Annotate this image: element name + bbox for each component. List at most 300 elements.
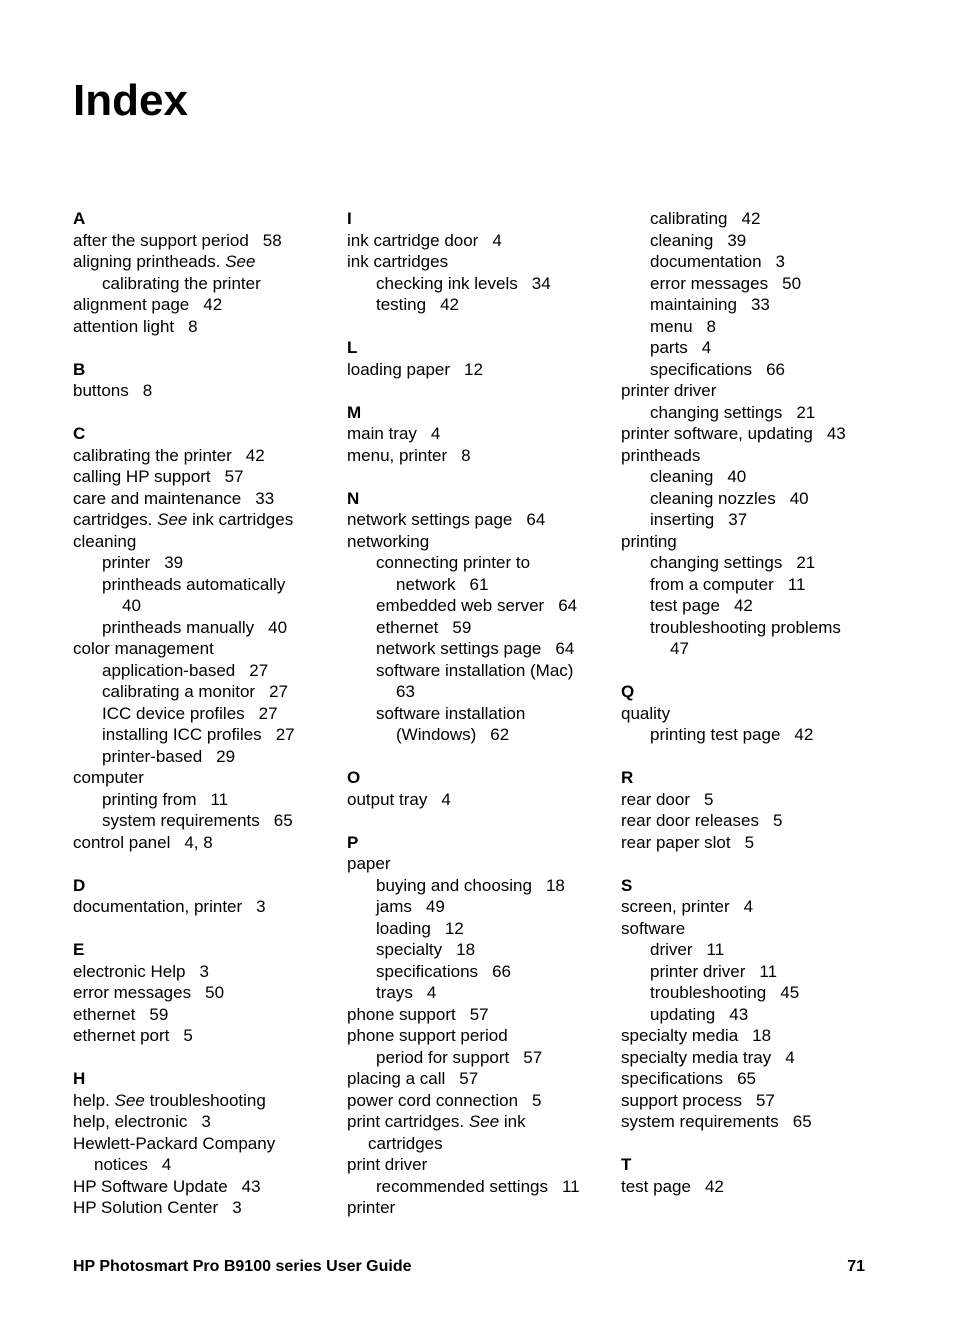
page-reference: 27 — [275, 725, 295, 744]
index-entry — [347, 896, 607, 918]
page-reference: 11 — [561, 1176, 580, 1196]
index-entry — [621, 832, 881, 854]
index-letter-heading — [73, 875, 333, 897]
page-reference: 21 — [796, 553, 816, 572]
section-spacer — [347, 380, 607, 402]
entry-term: from a computer — [650, 574, 774, 594]
entry-term: after the support period — [73, 230, 249, 250]
entry-term: network settings page — [376, 639, 542, 658]
index-entry — [621, 488, 881, 510]
entry-term: printing — [621, 531, 677, 551]
page-reference: 5 — [703, 789, 714, 809]
index-entry — [73, 230, 333, 252]
entry-term: ethernet — [73, 1004, 136, 1024]
index-entry — [621, 1004, 881, 1026]
index-entry — [621, 208, 881, 230]
page-reference: 42 — [794, 725, 814, 744]
footer-book-title: HP Photosmart Pro B9100 series User Guide — [73, 1258, 412, 1275]
index-entry — [73, 552, 333, 574]
index-letter-heading — [347, 208, 607, 230]
page-reference: 62 — [490, 725, 510, 744]
index-entry — [73, 681, 333, 703]
index-entry — [73, 638, 333, 660]
entry-term: rear door releases — [621, 811, 759, 830]
page-reference: 4 — [161, 1155, 172, 1174]
page-reference: 43 — [826, 424, 846, 443]
see-target: ink — [503, 1112, 526, 1131]
index-entry — [73, 660, 333, 682]
entry-term: ethernet — [376, 617, 439, 637]
page-reference: 42 — [733, 596, 753, 615]
index-entry — [621, 337, 881, 359]
section-spacer — [73, 337, 333, 359]
entry-term: print driver — [347, 1155, 428, 1174]
entry-term: documentation, printer — [73, 897, 243, 916]
entry-term: ink cartridges — [347, 252, 449, 271]
page-reference: 39 — [727, 230, 747, 250]
section-spacer — [621, 746, 881, 768]
index-entry — [347, 1068, 607, 1090]
index-column-1 — [73, 208, 333, 1219]
index-entry — [347, 703, 607, 725]
page-reference: 64 — [526, 510, 546, 529]
entry-term: recommended settings — [376, 1176, 548, 1196]
entry-term: control panel — [73, 832, 171, 852]
heading-letter: L — [347, 338, 358, 357]
index-entry — [621, 380, 881, 402]
index-entry — [347, 1025, 607, 1047]
index-entry — [73, 251, 333, 273]
index-entry — [73, 445, 333, 467]
entry-term: printheads manually — [102, 617, 255, 637]
index-entry — [73, 617, 333, 639]
index-entry — [621, 273, 881, 295]
heading-letter: N — [347, 488, 360, 508]
entry-term: system requirements — [621, 1112, 779, 1131]
index-entry — [73, 273, 333, 295]
index-entry — [347, 1133, 607, 1155]
page-reference: 29 — [216, 746, 236, 766]
page-reference: 40 — [727, 467, 747, 486]
entry-term: changing settings — [650, 402, 783, 422]
entry-term: error messages — [73, 983, 192, 1002]
index-entry — [347, 982, 607, 1004]
heading-letter: E — [73, 940, 85, 959]
index-entry — [73, 1090, 333, 1112]
entry-term: documentation — [650, 252, 762, 271]
page-reference: 4 — [743, 897, 754, 916]
heading-letter: S — [621, 875, 633, 895]
index-entry — [347, 423, 607, 445]
section-spacer — [73, 1047, 333, 1069]
index-entry — [73, 810, 333, 832]
index-entry — [347, 230, 607, 252]
section-spacer — [347, 466, 607, 488]
section-spacer — [73, 853, 333, 875]
index-entry — [73, 316, 333, 338]
entry-term: software installation (Mac) — [376, 660, 574, 680]
index-entry — [73, 724, 333, 746]
footer-page-number: 71 — [847, 1258, 865, 1275]
heading-letter: M — [347, 402, 362, 422]
heading-letter: R — [621, 768, 634, 787]
index-letter-heading — [621, 1154, 881, 1176]
page-reference: 64 — [555, 639, 575, 658]
entry-term: troubleshooting problems — [650, 617, 841, 637]
entry-term: printer — [347, 1198, 396, 1217]
entry-term: Hewlett-Packard Company — [73, 1133, 276, 1153]
entry-term: notices — [94, 1155, 148, 1174]
index-entry — [347, 939, 607, 961]
entry-term: networking — [347, 531, 430, 551]
entry-term: calling HP support — [73, 467, 211, 486]
heading-letter: O — [347, 768, 361, 787]
page-reference: 4 — [441, 789, 451, 809]
index-entry — [621, 810, 881, 832]
entry-term: troubleshooting — [650, 983, 767, 1002]
entry-term: trays — [376, 983, 413, 1002]
entry-term: inserting — [650, 510, 715, 529]
index-entry — [347, 509, 607, 531]
entry-term: menu, printer — [347, 445, 448, 465]
entry-term: computer — [73, 768, 144, 787]
page-reference: 11 — [706, 940, 725, 959]
index-entry — [621, 509, 881, 531]
entry-term: cartridges. — [73, 510, 153, 529]
heading-letter: P — [347, 832, 359, 852]
index-entry — [347, 617, 607, 639]
index-entry — [73, 466, 333, 488]
page-reference: 4, 8 — [184, 832, 213, 852]
entry-term: specialty — [376, 940, 443, 959]
index-letter-heading — [73, 208, 333, 230]
entry-term: calibrating — [650, 209, 728, 228]
entry-term: driver — [650, 940, 693, 959]
entry-term: care and maintenance — [73, 488, 242, 508]
page-reference: 42 — [440, 295, 460, 314]
index-entry — [73, 789, 333, 811]
index-entry — [621, 789, 881, 811]
entry-term: electronic Help — [73, 961, 186, 981]
index-letter-heading — [347, 767, 607, 789]
page-reference: 37 — [728, 510, 748, 529]
index-entry — [347, 1197, 607, 1219]
page-reference: 42 — [245, 445, 265, 465]
index-entry — [73, 595, 333, 617]
index-entry — [347, 445, 607, 467]
page-reference: 65 — [792, 1112, 812, 1131]
index-entry — [621, 1047, 881, 1069]
page-reference: 65 — [737, 1069, 756, 1088]
entry-term: specialty media tray — [621, 1047, 772, 1067]
entry-term: ICC device profiles — [102, 703, 245, 723]
page-reference: 33 — [750, 295, 770, 314]
entry-term: specifications — [621, 1069, 724, 1088]
page-reference: 27 — [258, 703, 278, 723]
entry-term: ethernet port — [73, 1026, 170, 1045]
page-reference: 34 — [531, 273, 551, 293]
index-entry — [73, 488, 333, 510]
index-entry — [73, 1197, 333, 1219]
page-reference: 4 — [701, 338, 712, 357]
page-reference: 3 — [256, 897, 266, 916]
entry-term: phone support — [347, 1004, 456, 1024]
index-entry — [347, 918, 607, 940]
index-entry — [347, 574, 607, 596]
index-entry — [347, 1111, 607, 1133]
index-entry — [621, 423, 881, 445]
index-entry — [347, 251, 607, 273]
index-entry — [621, 294, 881, 316]
index-entry — [347, 681, 607, 703]
entry-term: period for support — [376, 1047, 510, 1067]
see-reference: See — [468, 1112, 500, 1131]
index-entry — [73, 1111, 333, 1133]
section-spacer — [621, 660, 881, 682]
page-reference: 50 — [782, 273, 802, 293]
entry-term: connecting printer to — [376, 553, 531, 572]
entry-term: network settings page — [347, 510, 513, 529]
entry-term: help. — [73, 1090, 110, 1110]
entry-term: specialty media — [621, 1026, 739, 1045]
index-entry — [347, 273, 607, 295]
entry-term: checking ink levels — [376, 273, 518, 293]
page-reference: 61 — [469, 574, 489, 594]
index-entry — [347, 1154, 607, 1176]
index-entry — [347, 638, 607, 660]
index-entry — [621, 939, 881, 961]
page-reference: 33 — [255, 488, 275, 508]
entry-term: updating — [650, 1004, 716, 1024]
index-entry — [73, 832, 333, 854]
entry-term: help, electronic — [73, 1112, 188, 1131]
entry-term: cleaning — [650, 467, 714, 486]
entry-term: print cartridges. — [347, 1112, 465, 1131]
index-entry — [621, 703, 881, 725]
entry-term: printheads automatically — [102, 574, 286, 594]
page-reference: 8 — [461, 445, 471, 465]
entry-term: calibrating a monitor — [102, 682, 256, 701]
entry-term: buttons — [73, 381, 129, 400]
index-letter-heading — [621, 767, 881, 789]
index-entry — [621, 316, 881, 338]
page-reference: 50 — [205, 983, 225, 1002]
page-reference: 27 — [249, 660, 269, 680]
entry-term: embedded web server — [376, 596, 545, 615]
entry-term: printer driver — [650, 961, 746, 981]
page-reference: 66 — [766, 359, 785, 379]
page-reference: 5 — [744, 832, 755, 852]
see-target: ink cartridges — [192, 510, 294, 529]
section-spacer — [621, 853, 881, 875]
index-entry — [73, 746, 333, 768]
entry-term: 47 — [670, 639, 689, 658]
index-letter-heading — [73, 939, 333, 961]
page-reference: 3 — [201, 1112, 211, 1131]
heading-letter: I — [347, 209, 352, 228]
page-reference: 59 — [452, 617, 472, 637]
index-entry — [347, 552, 607, 574]
entry-term: loading paper — [347, 359, 451, 379]
index-entry — [347, 359, 607, 381]
page-reference: 39 — [164, 553, 184, 572]
entry-term: system requirements — [102, 811, 260, 830]
page-reference: 57 — [459, 1069, 479, 1088]
index-entry — [621, 982, 881, 1004]
index-entry — [73, 1154, 333, 1176]
index-entry — [621, 1068, 881, 1090]
index-entry — [621, 1111, 881, 1133]
page-reference: 4 — [785, 1047, 795, 1067]
index-entry — [347, 1047, 607, 1069]
index-entry — [347, 724, 607, 746]
index-letter-heading — [347, 488, 607, 510]
page-reference: 4 — [492, 230, 502, 250]
entry-term: menu — [650, 316, 693, 336]
entry-term: specifications — [650, 359, 753, 379]
index-entry — [347, 660, 607, 682]
index-entry — [73, 380, 333, 402]
entry-term: 63 — [396, 682, 415, 701]
index-entry — [73, 1025, 333, 1047]
index-entry — [73, 574, 333, 596]
index-entry — [621, 574, 881, 596]
index-entry — [621, 230, 881, 252]
entry-term: software — [621, 918, 686, 938]
see-target: troubleshooting — [149, 1090, 266, 1110]
page-reference: 11 — [759, 961, 778, 981]
page-reference: 18 — [456, 940, 476, 959]
page-reference: 66 — [492, 961, 511, 981]
section-spacer — [347, 316, 607, 338]
index-entry — [73, 531, 333, 553]
heading-letter: H — [73, 1069, 86, 1088]
page-reference: 40 — [268, 617, 288, 637]
section-spacer — [73, 402, 333, 424]
index-entry — [73, 896, 333, 918]
entry-term: printing test page — [650, 725, 781, 744]
page-reference: 57 — [755, 1090, 775, 1110]
index-entry — [347, 1004, 607, 1026]
index-entry — [621, 531, 881, 553]
section-spacer — [347, 746, 607, 768]
page-reference: 43 — [729, 1004, 749, 1024]
entry-term: placing a call — [347, 1069, 446, 1088]
entry-term: cleaning nozzles — [650, 488, 776, 508]
page-reference: 49 — [425, 897, 445, 916]
entry-term: printer driver — [621, 381, 717, 400]
page-reference: 8 — [142, 381, 153, 400]
index-entry — [347, 875, 607, 897]
page-reference: 11 — [210, 789, 229, 809]
index-entry — [73, 294, 333, 316]
page-reference: 3 — [775, 252, 785, 271]
entry-term: printer-based — [102, 746, 203, 766]
entry-term: power cord connection — [347, 1090, 519, 1110]
index-entry — [621, 466, 881, 488]
see-reference: See — [114, 1090, 145, 1110]
page-reference: 3 — [232, 1198, 242, 1217]
see-reference: See — [157, 510, 188, 529]
index-entry — [73, 1004, 333, 1026]
entry-term: HP Software Update — [73, 1176, 228, 1196]
entry-term: error messages — [650, 273, 769, 293]
index-letter-heading — [621, 875, 881, 897]
entry-term: rear door — [621, 789, 690, 809]
entry-term: printer software, updating — [621, 424, 813, 443]
entry-term: cartridges — [368, 1133, 443, 1153]
index-entry — [621, 402, 881, 424]
page-reference: 43 — [241, 1176, 261, 1196]
index-entry — [621, 595, 881, 617]
page-reference: 27 — [269, 682, 288, 701]
entry-term: attention light — [73, 316, 175, 336]
entry-term: buying and choosing — [376, 875, 532, 895]
entry-term: software installation — [376, 703, 526, 723]
index-entry — [621, 724, 881, 746]
index-entry — [73, 961, 333, 983]
index-entry — [621, 445, 881, 467]
entry-term: support process — [621, 1090, 742, 1110]
page-reference: 57 — [523, 1047, 543, 1067]
heading-letter: T — [621, 1155, 632, 1174]
page-reference: 42 — [741, 209, 761, 228]
page-title: Index — [73, 76, 188, 125]
page-reference: 3 — [199, 961, 209, 981]
index-entry — [73, 1133, 333, 1155]
index-entry — [347, 294, 607, 316]
entry-term: paper — [347, 854, 391, 873]
index-entry — [347, 789, 607, 811]
page-reference: 64 — [558, 596, 578, 615]
page-reference: 21 — [796, 402, 816, 422]
entry-term: output tray — [347, 789, 428, 809]
index-letter-heading — [621, 681, 881, 703]
entry-term: phone support period — [347, 1026, 508, 1045]
heading-letter: C — [73, 424, 86, 443]
entry-term: main tray — [347, 424, 417, 443]
entry-term: installing ICC profiles — [102, 725, 262, 744]
section-spacer — [621, 1133, 881, 1155]
index-entry — [621, 251, 881, 273]
page-reference: 18 — [752, 1026, 772, 1045]
index-column-3 — [621, 208, 881, 1197]
page-reference: 58 — [262, 230, 282, 250]
page-reference: 42 — [704, 1176, 724, 1196]
index-entry — [621, 359, 881, 381]
index-entry — [621, 1176, 881, 1198]
entry-term: test page — [650, 596, 720, 615]
index-entry — [73, 982, 333, 1004]
index-entry — [73, 767, 333, 789]
entry-term: calibrating the printer — [102, 273, 261, 293]
entry-term: cleaning — [73, 531, 137, 551]
index-letter-heading — [73, 1068, 333, 1090]
page-reference: 5 — [532, 1090, 542, 1110]
index-entry — [621, 918, 881, 940]
index-entry — [621, 1090, 881, 1112]
entry-term: aligning printheads. — [73, 252, 221, 271]
index-entry — [621, 1025, 881, 1047]
index-entry — [621, 638, 881, 660]
entry-term: rear paper slot — [621, 832, 731, 852]
entry-term: ink cartridge door — [347, 230, 479, 250]
index-entry — [621, 961, 881, 983]
see-reference: See — [225, 252, 256, 271]
index-entry — [347, 595, 607, 617]
page-reference: 12 — [464, 359, 483, 379]
page-reference: 65 — [273, 811, 293, 830]
